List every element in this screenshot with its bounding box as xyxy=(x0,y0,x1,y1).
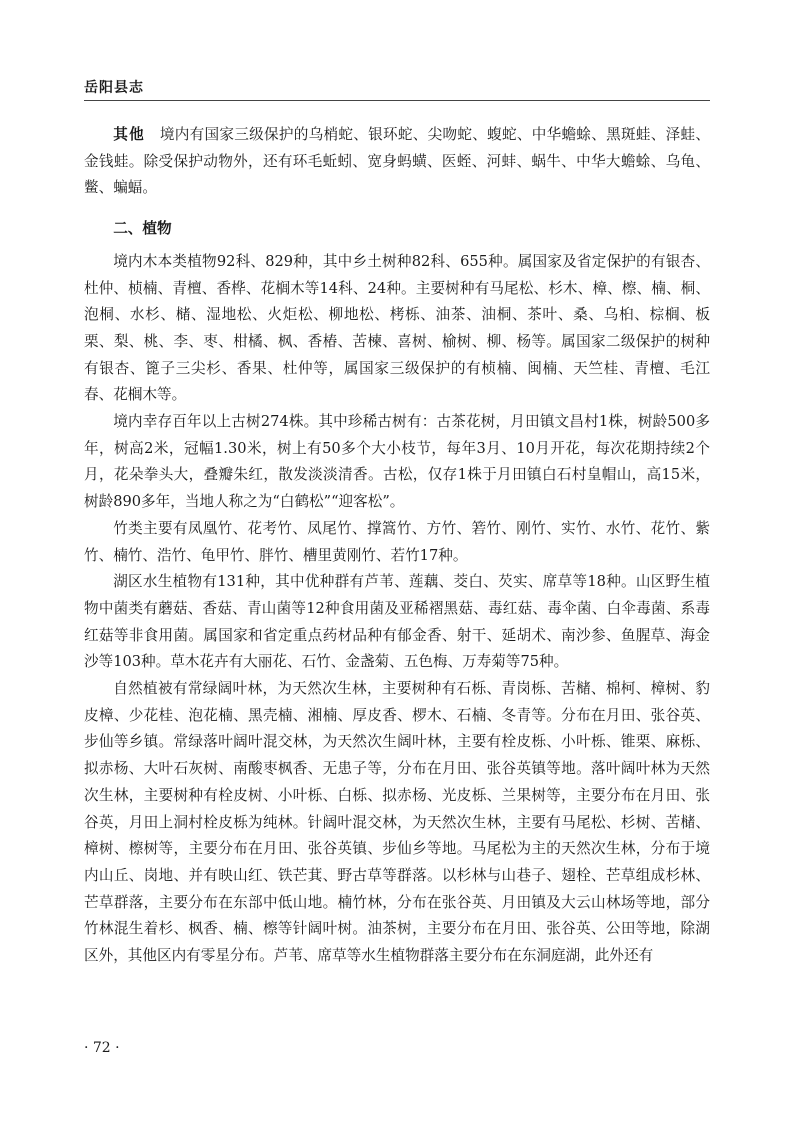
plants-paragraph: 竹类主要有凤凰竹、花考竹、凤尾竹、撑篙竹、方竹、箬竹、刚竹、实竹、水竹、花竹、紫竹、楠竹、浩竹、龟甲竹、胖竹、槽里黄刚竹、若竹17种。 xyxy=(84,519,710,564)
plants-paragraph: 自然植被有常绿阔叶林，为天然次生林，主要树种有石栎、青岗栎、苦槠、棉柯、樟树、豹皮樟、少花桂、泡花楠、黑壳楠、湘楠、厚皮香、椤木、石楠、冬青等。分布在月田、张谷英、步仙等乡镇。常绿落叶阔叶混交林，为天然次生阔叶林，主要有栓皮栎、小叶栎、锥栗、麻栎、拟赤杨、大叶石灰树、南酸枣枫香、无患子等，分布在月田、张谷英镇等地。落叶阔叶林为天然次生林，主要树种有栓皮树、小叶栎、白栎、拟赤杨、光皮栎、兰果树等，主要分布在月田、张谷英，月田上洞村栓皮栎为纯林。针阔叶混交林，为天然次生林，主要有马尾松、杉树、苦槠、樟树、檫树等，主要分布在月田、张谷英镇、步仙乡等地。马尾松为主的天然次生林，分布于境内山丘、岗地、并有映山红、铁芒萁、野古草等群落。以杉林与山巷子、翅栓、芒草组成杉林、芒草群落，主要分布在东部中低山地。楠竹林，分布在张谷英、月田镇及大云山林场等地，部分竹林混生着杉、枫香、楠、檫等针阔叶树。油茶树，主要分布在月田、张谷英、公田等地，除湖区外，其他区内有零星分布。芦苇、席草等水生植物群落主要分布在东洞庭湖，此外还有 xyxy=(84,680,710,965)
paragraph-others xyxy=(84,122,710,202)
header-rule xyxy=(84,100,710,101)
running-header-title: 岳阳县志 xyxy=(84,80,144,96)
page-number: · 72 · xyxy=(84,1040,120,1056)
others-lead: 其他 xyxy=(113,126,145,143)
section-title-plants: 二、植物 xyxy=(113,220,172,238)
plants-paragraph: 湖区水生植物有131种，其中优种群有芦苇、莲藕、茭白、芡实、席草等18种。山区野生植物中菌类有蘑菇、香菇、青山菌等12种食用菌及亚稀褶黑菇、毒红菇、毒伞菌、白伞毒菌、系毒红菇等非食用菌。属国家和省定重点药材品种有郁金香、射干、延胡术、南沙参、鱼腥草、海金沙等103种。草木花卉有大丽花、石竹、金盏菊、五色梅、万寿菊等75种。 xyxy=(84,573,710,671)
plants-paragraph: 境内木本类植物92科、829种，其中乡土树种82科、655种。属国家及省定保护的有银杏、杜仲、桢楠、青檀、香桦、花榈木等14科、24种。主要树种有马尾松、杉木、樟、檫、楠、桐、泡桐、水杉、槠、湿地松、火炬松、柳地松、栲栎、油茶、油桐、茶叶、桑、乌桕、棕榈、板栗、梨、桃、李、枣、柑橘、枫、香椿、苦楝、喜树、榆树、柳、杨等。属国家二级保护的树种有银杏、篦子三尖杉、香果、杜仲等，属国家三级保护的有桢楠、闽楠、天竺桂、青檀、毛江春、花榈木等。 xyxy=(84,252,710,404)
others-text: 境内有国家三级保护的乌梢蛇、银环蛇、尖吻蛇、蝮蛇、中华蟾蜍、黑斑蛙、泽蛙、金钱蛙。除受保护动物外，还有环毛蚯蚓、宽身蚂蟥、医蛭、河蚌、蜗牛、中华大蟾蜍、乌龟、鳖、蝙蝠。 xyxy=(84,126,710,197)
page-body xyxy=(84,122,710,970)
plants-paragraph: 境内幸存百年以上古树274株。其中珍稀古树有：古茶花树，月田镇文昌村1株，树龄500多年，树高2米，冠幅1.30米，树上有50多个大小枝节，每年3月、10月开花，每次花期持续2个月，花朵拳头大，叠瓣朱红，散发淡淡清香。古松，仅存1株于月田镇白石村皇帽山，高15米，树龄890多年，当地人称之为“白鹤松”“迎客松”。 xyxy=(84,413,710,511)
